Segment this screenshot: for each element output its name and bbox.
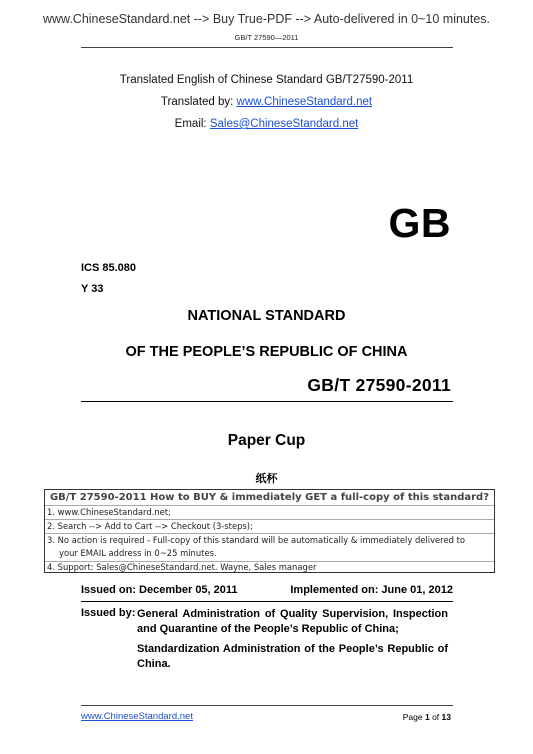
implemented-on: Implemented on: June 01, 2012 <box>290 584 453 596</box>
translated-line: Translated English of Chinese Standard GB/T27590-2011 <box>119 74 414 86</box>
buy-step-3-line-2: your EMAIL address in 0~25 minutes. <box>59 548 217 558</box>
title-chinese: 纸杯 <box>255 472 278 485</box>
buy-step-4: 4. Support: Sales@ChineseStandard.net. Wayne, Sales manager <box>45 561 494 573</box>
page-total: 13 <box>441 712 451 722</box>
republic-heading: OF THE PEOPLE’S REPUBLIC OF CHINA <box>125 344 408 360</box>
buy-info-box <box>44 489 495 573</box>
page-prefix: Page <box>402 712 425 722</box>
issued-by-label: Issued by: <box>81 607 136 619</box>
footer-website-link[interactable]: www.ChineseStandard.net <box>81 711 193 722</box>
email-link[interactable]: Sales@ChineseStandard.net <box>209 118 359 130</box>
page-mid: of <box>429 712 442 722</box>
buy-step-3-line-1: 3. No action is required - Full-copy of this standard will be automatically & immediately delivered to <box>47 535 465 545</box>
ics-code: ICS 85.080 <box>81 262 137 274</box>
top-banner: www.ChineseStandard.net --> Buy True-PDF --> Auto-delivered in 0~10 minutes. <box>42 12 491 26</box>
page-current: 1 <box>424 712 430 722</box>
standard-divider <box>81 401 453 402</box>
national-standard-heading: NATIONAL STANDARD <box>187 308 346 324</box>
buy-step-2: 2. Search --> Add to Cart --> Checkout (3-steps); <box>45 519 494 533</box>
title-english: Paper Cup <box>227 432 306 449</box>
translated-by-line <box>0 96 533 108</box>
standard-number: GB/T 27590-2011 <box>307 375 451 395</box>
header-divider <box>81 47 453 48</box>
y-code: Y 33 <box>81 283 104 295</box>
email-label: Email: <box>174 118 210 130</box>
header-standard-code: GB/T 27590—2011 <box>234 33 299 42</box>
issued-on: Issued on: December 05, 2011 <box>81 584 238 596</box>
issuer-aqsiq: General Administration of Quality Supervision, Inspection and Quarantine of the People’s Republic of China; <box>137 608 448 635</box>
issuer-sac: Standardization Administration of the People’s Republic of China. <box>137 643 448 670</box>
email-line <box>0 118 533 130</box>
buy-step-1: 1. www.ChineseStandard.net; <box>45 505 494 519</box>
dates-divider <box>81 601 453 602</box>
translated-by-label: Translated by: <box>160 96 237 108</box>
page-indicator <box>403 712 451 722</box>
footer-divider <box>81 705 453 706</box>
buy-box-title: GB/T 27590-2011 How to BUY & immediately GET a full-copy of this standard? <box>49 492 490 503</box>
website-link[interactable]: www.ChineseStandard.net <box>236 96 373 108</box>
dates-row <box>81 584 453 596</box>
gb-mark: GB <box>388 200 451 246</box>
buy-step-3 <box>45 533 494 561</box>
